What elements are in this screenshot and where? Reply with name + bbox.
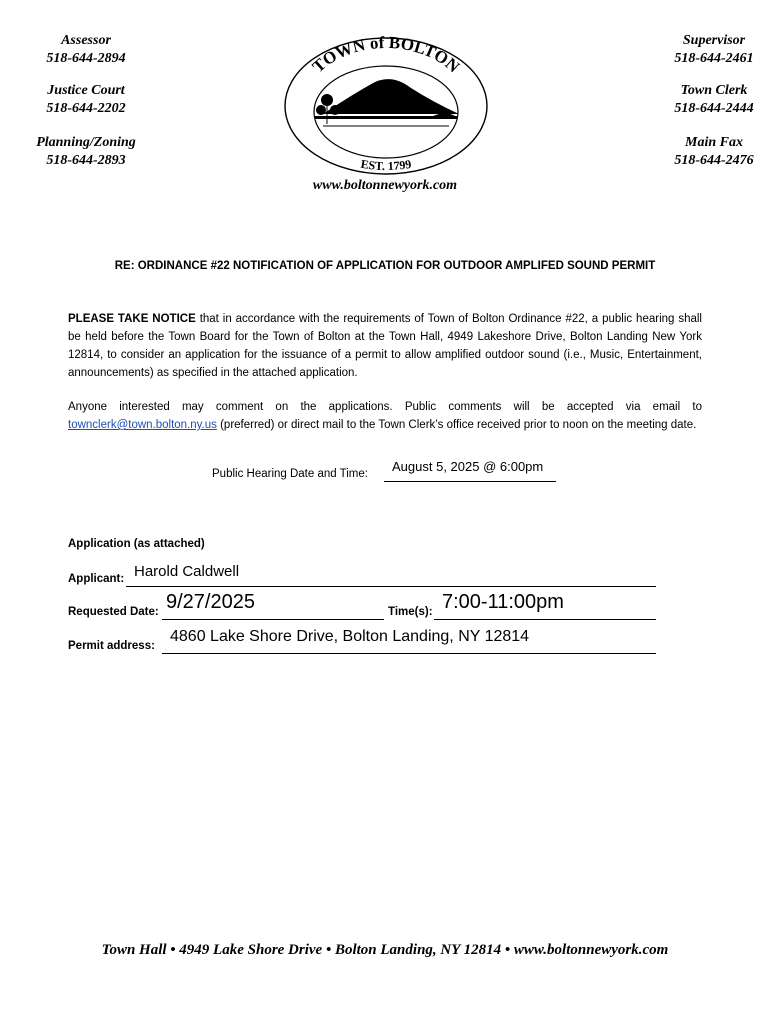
- requested-date-value: 9/27/2025: [166, 591, 255, 613]
- contact-name: Assessor: [61, 33, 111, 48]
- notice-body: that in accordance with the requirements of Town of Bolton Ordinance #22, a public hearing shall be held before the Town Board for the Town of Bolton at the Town Hall, 4949 Lakeshore Drive, Bolton Landing New York 12814, to consider an application for the issuance of a permit to allow amplified outdoor sound (i.e., Music, Entertainment, announcements) as specified in the attached application.: [68, 313, 702, 379]
- permit-address-value: 4860 Lake Shore Drive, Bolton Landing, NY 12814: [170, 628, 530, 645]
- assessor-contact: [30, 32, 142, 68]
- contact-phone: 518-644-2476: [674, 153, 754, 168]
- contact-name: Justice Court: [47, 83, 125, 98]
- address-underline: [162, 653, 656, 654]
- comments-paragraph: [68, 398, 702, 434]
- contact-name: Town Clerk: [680, 83, 748, 98]
- hearing-label: Public Hearing Date and Time:: [212, 468, 368, 480]
- contact-phone: 518-644-2894: [46, 51, 126, 66]
- application-heading: Application (as attached): [68, 538, 205, 550]
- contact-name: Supervisor: [682, 33, 746, 48]
- comments-text-end: (preferred) or direct mail to the Town Clerk’s office received prior to noon on the meeting date.: [216, 419, 697, 431]
- requested-date-label: Requested Date:: [68, 606, 159, 618]
- applicant-label: Applicant:: [68, 573, 125, 585]
- permit-address-label: Permit address:: [68, 640, 155, 652]
- contact-name: Planning/Zoning: [36, 135, 136, 150]
- notice-paragraph: [68, 310, 702, 382]
- town-seal-logo: [283, 36, 489, 176]
- svg-text:TOWN of BOLTON: [309, 36, 464, 77]
- hearing-underline: [384, 481, 556, 482]
- supervisor-contact: [658, 32, 770, 68]
- website-link[interactable]: www.boltonnewyork.com: [312, 178, 458, 193]
- times-label: Time(s):: [388, 606, 433, 618]
- contact-phone: 518-644-2461: [674, 51, 754, 66]
- contact-name: Main Fax: [685, 135, 743, 150]
- footer-address: Town Hall • 4949 Lake Shore Drive • Bolton Landing, NY 12814 • www.boltonnewyork.com: [101, 942, 669, 958]
- date-underline: [162, 619, 384, 620]
- applicant-value: Harold Caldwell: [134, 563, 240, 580]
- svg-text:EST. 1799: [360, 157, 412, 173]
- clerk-email-link[interactable]: townclerk@town.bolton.ny.us: [68, 419, 217, 431]
- hearing-value: August 5, 2025 @ 6:00pm: [392, 459, 544, 474]
- notice-lead: PLEASE TAKE NOTICE: [68, 313, 196, 325]
- town-clerk-contact: [658, 82, 770, 118]
- contact-phone: 518-644-2444: [674, 101, 754, 116]
- applicant-underline: [126, 586, 656, 587]
- comments-text: Anyone interested may comment on the applications. Public comments will be accepted via email to: [68, 401, 702, 413]
- logo-title: TOWN of BOLTON: [308, 36, 464, 77]
- main-fax-contact: [658, 134, 770, 170]
- notice-title: RE: ORDINANCE #22 NOTIFICATION OF APPLICATION FOR OUTDOOR AMPLIFED SOUND PERMIT: [114, 260, 656, 272]
- contact-phone: 518-644-2202: [46, 101, 126, 116]
- planning-zoning-contact: [30, 134, 142, 170]
- logo-established: EST. 1799: [359, 156, 413, 174]
- contact-phone: 518-644-2893: [46, 153, 126, 168]
- justice-court-contact: [30, 82, 142, 118]
- times-value: 7:00-11:00pm: [442, 591, 564, 613]
- times-underline: [434, 619, 656, 620]
